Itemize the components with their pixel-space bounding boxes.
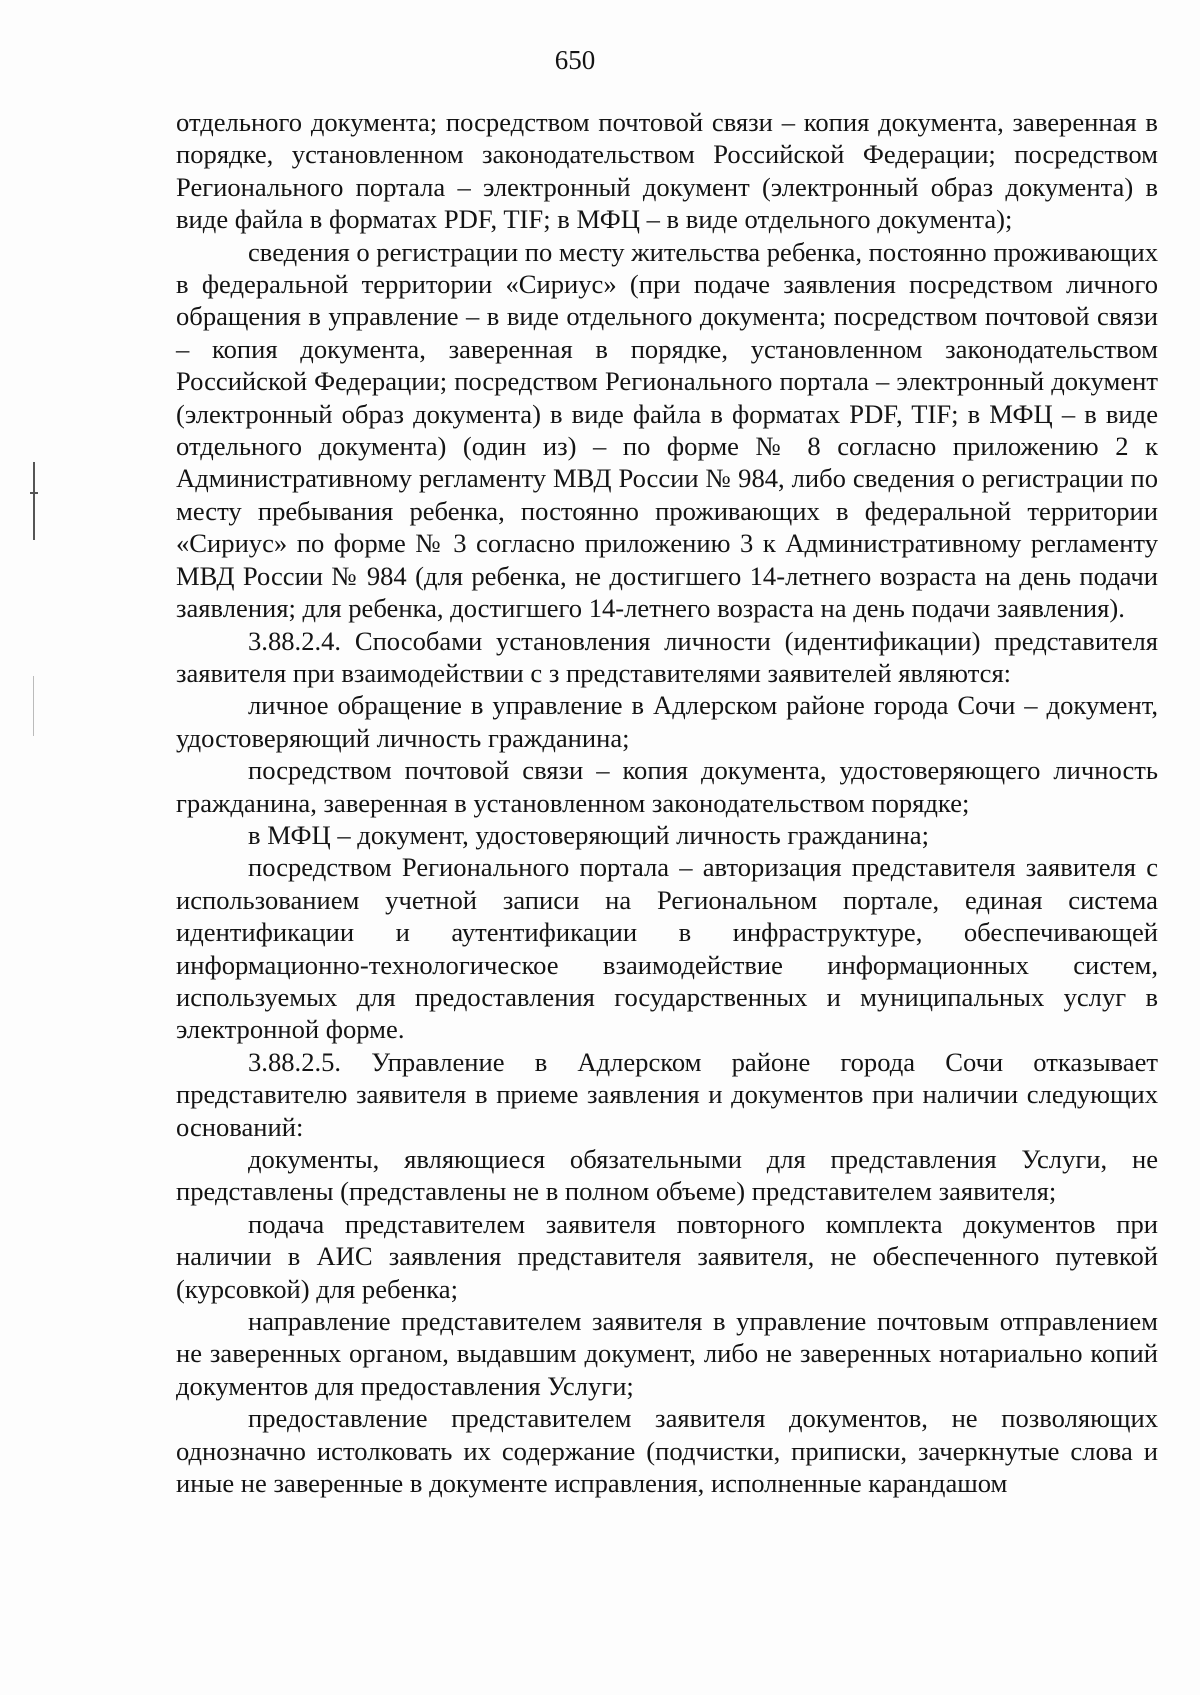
paragraph-personal-visit: личное обращение в управление в Адлерском районе города Сочи – документ, удостоверяющий личность гражданина;: [176, 690, 1158, 753]
paragraph-missing-documents: документы, являющиеся обязательными для представления Услуги, не представлены (представлены не в полном объеме) представителем заявителя;: [176, 1144, 1158, 1207]
paragraph-mfc: в МФЦ – документ, удостоверяющий личность гражданина;: [248, 819, 929, 850]
paragraph-uncertified-copies: направление представителем заявителя в управление почтовым отправлением не заверенных органом, выдавшим документ, либо не заверенных нотариально копий документов для предоставления Услуги;: [176, 1306, 1158, 1401]
document-body: [176, 106, 1158, 1499]
paragraph-continuation: отдельного документа; посредством почтовой связи – копия документа, заверенная в порядке, установленном законодательством Российской Федерации; посредством Регионального портала – электронный документ (электронный образ документа) в виде файла в форматах PDF, TIF; в МФЦ – в виде отдельного документа);: [176, 107, 1158, 235]
paragraph-postal: посредством почтовой связи – копия документа, удостоверяющего личность гражданина, заверенная в установленном законодательством порядке;: [176, 755, 1158, 818]
paragraph-3-88-2-5: 3.88.2.5. Управление в Адлерском районе города Сочи отказывает представителю заявителя в приеме заявления и документов при наличии следующих оснований:: [176, 1046, 1158, 1142]
paragraph-repeat-submission: подача представителем заявителя повторного комплекта документов при наличии в АИС заявления представителя заявителя, не обеспеченного путевкой (курсовкой) для ребенка;: [176, 1208, 1158, 1304]
paragraph-3-88-2-4: 3.88.2.4. Способами установления личности (идентификации) представителя заявителя при взаимодействии с з представителями заявителей являются:: [176, 625, 1158, 688]
binding-mark: [30, 492, 38, 494]
binding-mark: [33, 676, 34, 736]
paragraph-ambiguous-documents: предоставление представителем заявителя документов, не позволяющих однозначно истолковать их содержание (подчистки, приписки, зачеркнутые слова и иные не заверенные в документе исправления, исполненные карандашом: [176, 1403, 1158, 1499]
binding-mark: [33, 462, 35, 540]
paragraph-registration-info: сведения о регистрации по месту жительства ребенка, постоянно проживающих в федеральной территории «Сириус» (при подаче заявления посредством личного обращения в управление – в виде отдельного документа; посредством почтовой связи – копия документа, заверенная в порядке, установленном законодательством Российской Федерации; посредством Регионального портала – электронный документ (электронный образ документа) в виде файла в форматах PDF, TIF; в МФЦ – в виде отдельного документа) (один из) – по форме № 8 согласно приложению 2 к Административному регламенту МВД России № 984, либо сведения о регистрации по месту пребывания ребенка, постоянно проживающих в федеральной территории «Сириус» по форме № 3 согласно приложению 3 к Административному регламенту МВД России № 984 (для ребенка, не достигшего 14-летнего возраста на день подачи заявления; для ребенка, достигшего 14-летнего возраста на день подачи заявления).: [176, 236, 1159, 624]
paragraph-regional-portal: посредством Регионального портала – авторизация представителя заявителя с использованием учетной записи на Региональном портале, единая система идентификации и аутентификации в инфраструктуре, обеспечивающей информационно-технологическое взаимодействие информационных систем, используемых для предоставления государственных и муниципальных услуг в электронной форме.: [176, 852, 1158, 1045]
page-number: 650: [554, 45, 596, 75]
